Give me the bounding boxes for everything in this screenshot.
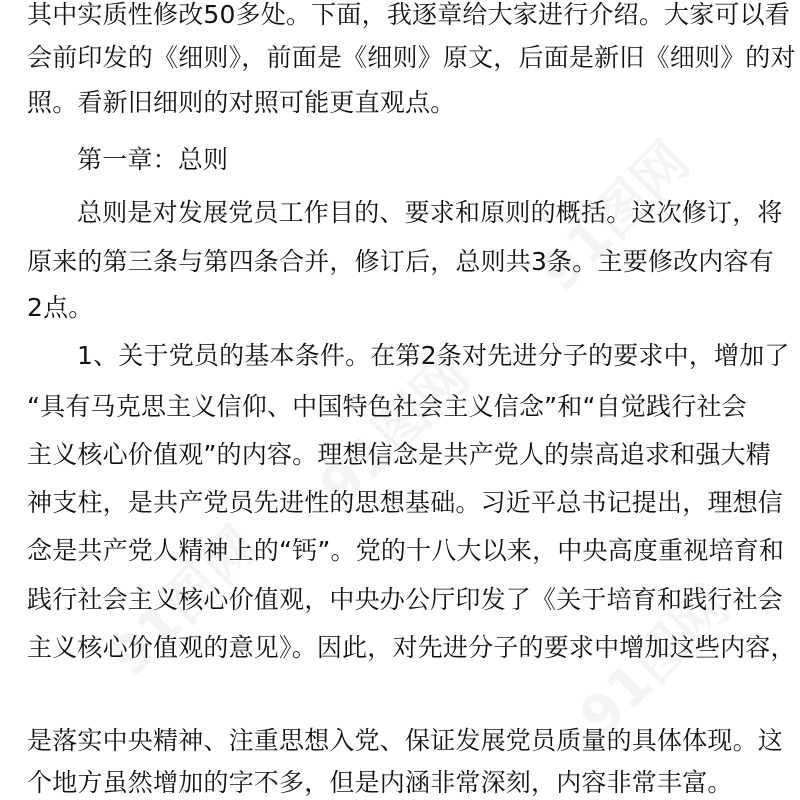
text-line: 其中实质性修改50多处。下面，我逐章给大家进行介绍。大家可以看	[27, 0, 791, 29]
text-line: 总则是对发展党员工作目的、要求和原则的概括。这次修订，将	[77, 198, 783, 227]
text-line: 原来的第三条与第四条合并，修订后，总则共3条。主要修改内容有	[27, 247, 774, 276]
section-heading: 第一章：总则	[77, 145, 229, 174]
text-line: 念是共产党人精神上的“钙”。党的十八大以来，中央高度重视培育和	[27, 536, 785, 565]
text-line: 是落实中央精神、注重思想入党、保证发展党员质量的具体体现。这	[27, 726, 784, 755]
text-line: 1、关于党员的基本条件。在第2条对先进分子的要求中，增加了	[77, 341, 790, 370]
text-line: 个地方虽然增加的字不多，但是内涵非常深刻，内容非常丰富。	[27, 768, 733, 797]
text-line: 主义核心价值观的意见》。因此，对先进分子的要求中增加这些内容，	[27, 633, 796, 662]
text-line: 2点。	[27, 293, 94, 322]
text-line: 践行社会主义核心价值观，中央办公厅印发了《关于培育和践行社会	[27, 585, 784, 614]
text-line: 主义核心价值观”的内容。理想信念是共产党人的崇高追求和强大精	[27, 440, 771, 469]
text-line: 照。看新旧细则的对照可能更直观点。	[27, 88, 456, 117]
text-line: 神支柱，是共产党员先进性的思想基础。习近平总书记提出，理想信	[27, 488, 784, 517]
watermark: 91图网	[97, 514, 272, 689]
watermark: 91图网	[527, 129, 702, 304]
watermark: 91图网	[307, 344, 482, 519]
text-line: 会前印发的《细则》，前面是《细则》原文，后面是新旧《细则》的对	[27, 43, 796, 72]
text-line: “具有马克思主义信仰、中国特色社会主义信念”和“自觉践行社会	[27, 392, 747, 421]
watermark: 91图网	[567, 574, 742, 749]
